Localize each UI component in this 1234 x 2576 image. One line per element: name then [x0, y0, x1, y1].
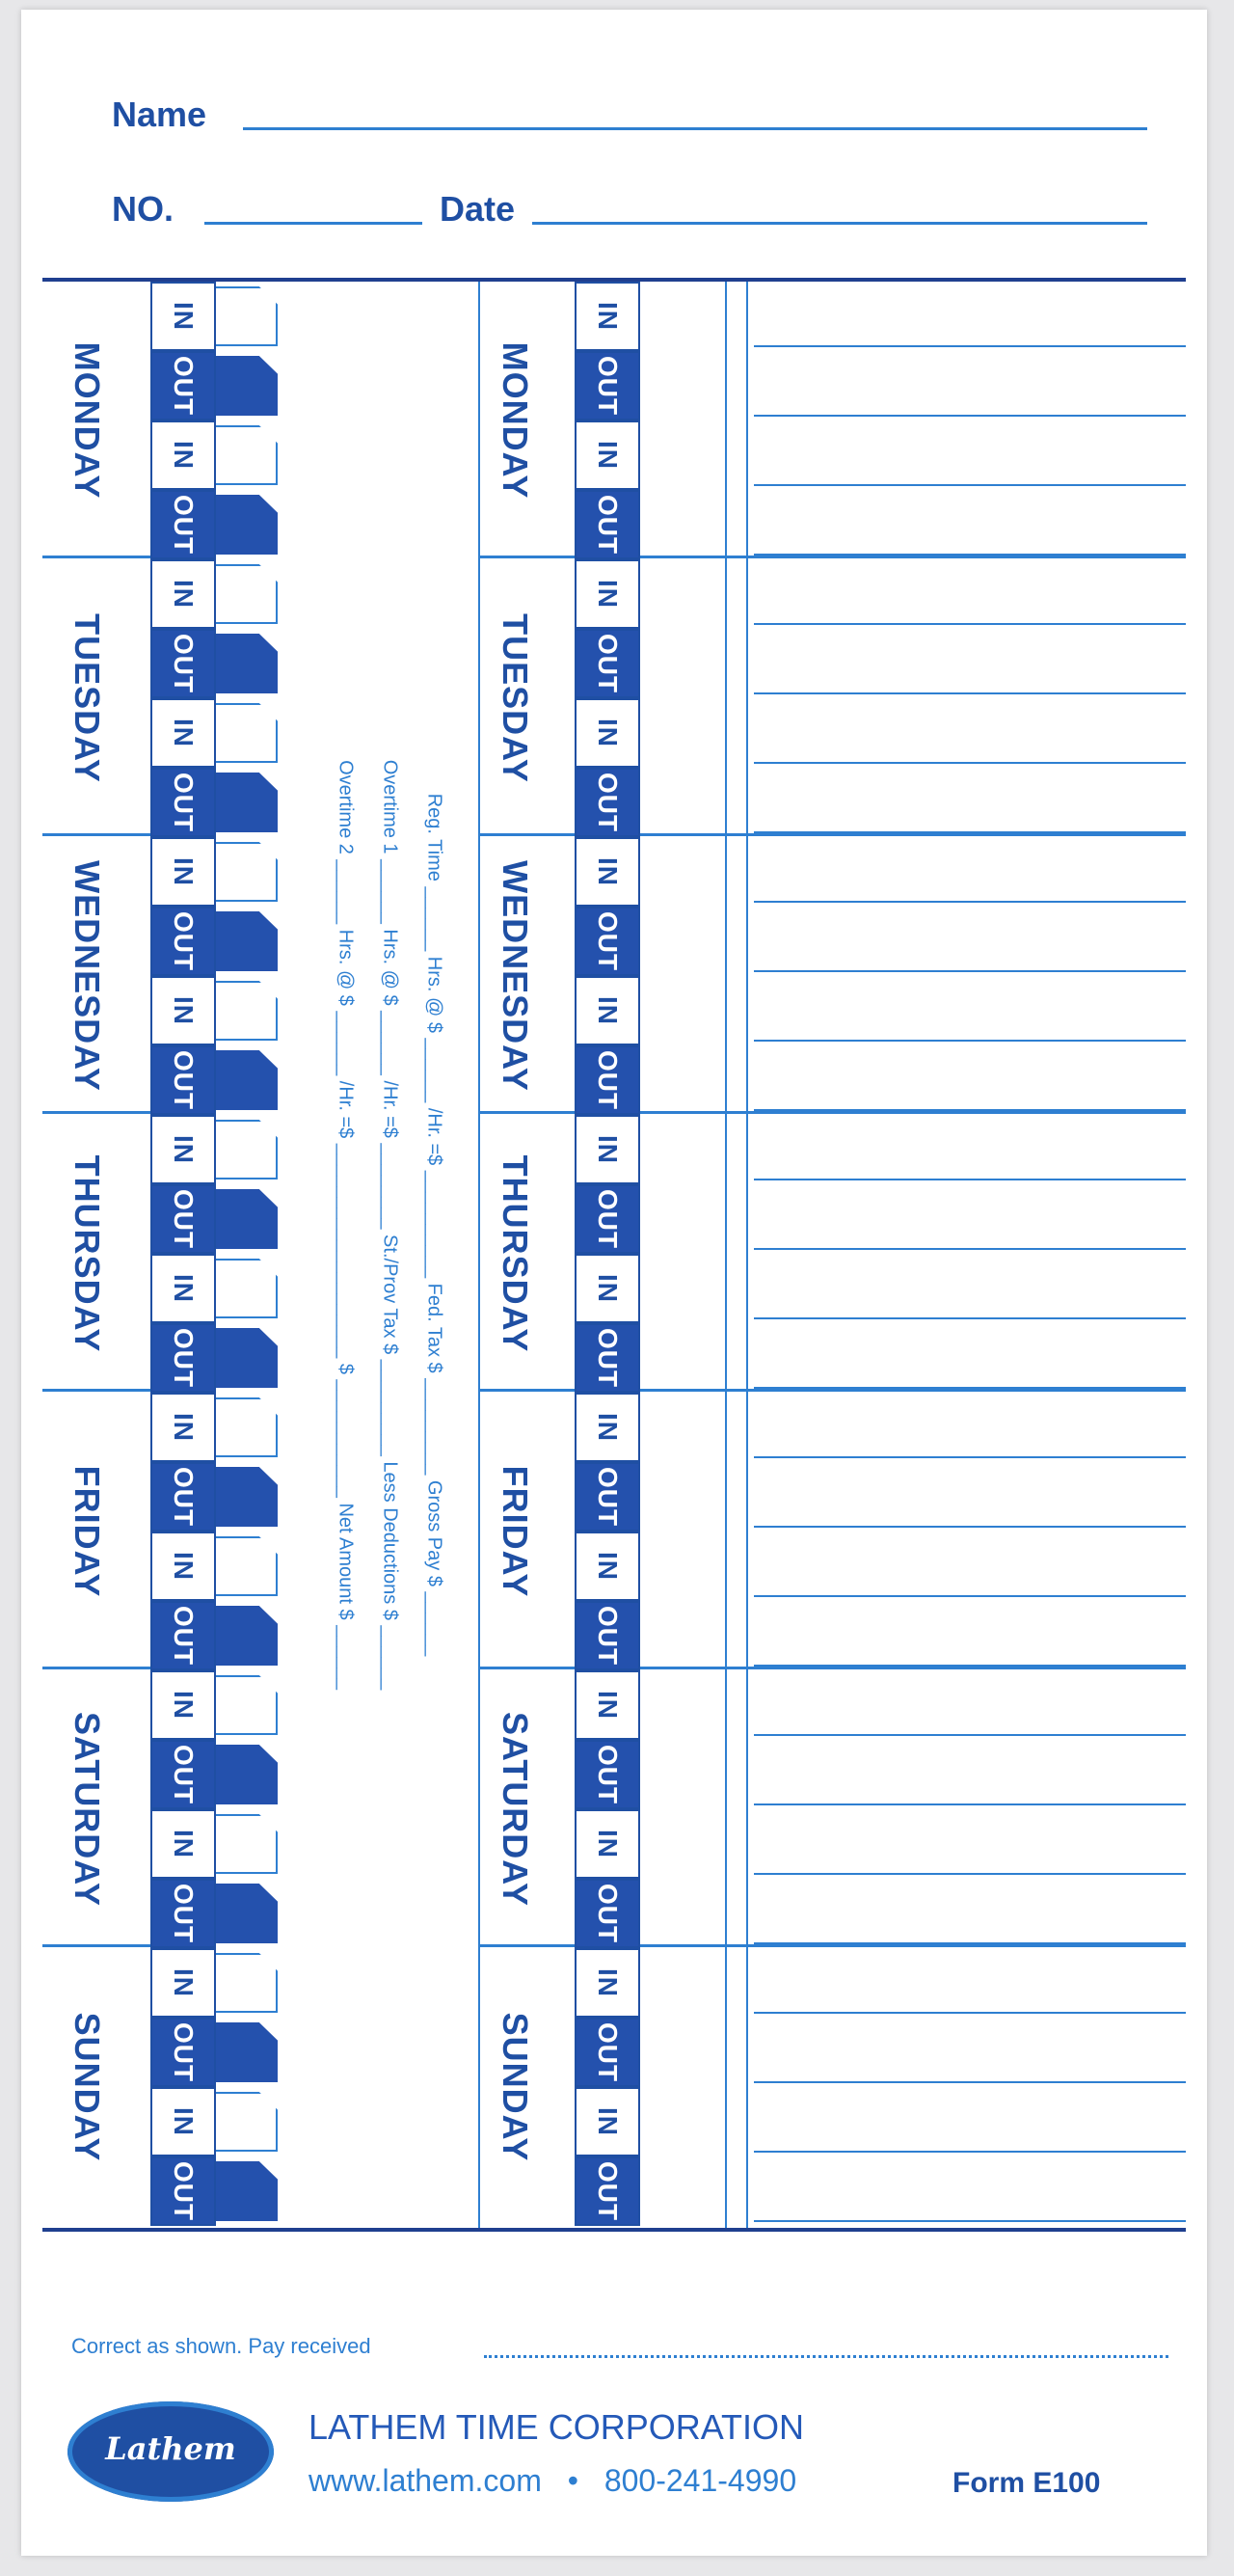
out-label: OUT	[593, 633, 623, 694]
out-punch-cell	[575, 1879, 640, 1948]
writing-line[interactable]	[754, 1317, 1186, 1319]
no-field[interactable]	[204, 222, 422, 225]
overtime-1-label: Overtime 1	[379, 759, 401, 854]
punch-tab	[216, 1675, 278, 1735]
hrs-at-label: Hrs. @ $	[423, 956, 445, 1033]
notes-divider	[746, 282, 748, 2228]
out-punch-cell	[150, 1045, 216, 1115]
out-label: OUT	[169, 1188, 199, 1250]
website-link[interactable]: www.lathem.com	[308, 2463, 542, 2498]
punch-tab	[216, 1328, 278, 1388]
in-punch-cell	[150, 976, 216, 1045]
out-punch-cell	[150, 1184, 216, 1254]
writing-line[interactable]	[754, 1248, 1186, 1250]
in-label: IN	[169, 1552, 199, 1581]
out-punch-cell	[150, 1323, 216, 1393]
company-name: LATHEM TIME CORPORATION	[308, 2407, 805, 2447]
name-field[interactable]	[243, 127, 1147, 130]
punch-tab	[216, 1397, 278, 1457]
out-label: OUT	[593, 1466, 623, 1528]
day-label: TUESDAY	[496, 613, 535, 783]
punch-tab	[216, 1050, 278, 1110]
punch-tab	[216, 1189, 278, 1249]
punch-tab	[216, 1814, 278, 1874]
writing-line[interactable]	[754, 1942, 1186, 1944]
out-label: OUT	[169, 1883, 199, 1944]
punch-tab	[216, 2161, 278, 2221]
overtime-2-label: Overtime 2	[335, 760, 357, 854]
in-label: IN	[169, 1830, 199, 1858]
day-separator	[42, 1667, 168, 1669]
out-label: OUT	[169, 355, 199, 417]
writing-line[interactable]	[754, 1456, 1186, 1458]
in-label: IN	[169, 302, 199, 331]
in-punch-cell	[575, 559, 640, 629]
day-separator	[42, 556, 168, 558]
date-label: Date	[440, 189, 516, 229]
out-punch-cell	[575, 2156, 640, 2226]
company-contact	[308, 2463, 796, 2499]
writing-line[interactable]	[754, 1873, 1186, 1875]
out-label: OUT	[593, 2160, 623, 2222]
day-label: FRIDAY	[67, 1465, 107, 1598]
out-punch-cell	[150, 629, 216, 698]
st-prov-tax-label: St./Prov Tax	[379, 1234, 401, 1339]
out-label: OUT	[169, 1605, 199, 1667]
day-label: SUNDAY	[67, 2012, 107, 2162]
in-punch-cell	[150, 1393, 216, 1462]
day-label: WEDNESDAY	[67, 860, 107, 1092]
out-punch-cell	[150, 1601, 216, 1670]
signature-line[interactable]	[484, 2355, 1168, 2358]
dollar-label: $	[423, 1362, 445, 1373]
in-punch-cell	[150, 1532, 216, 1601]
in-label: IN	[593, 1830, 623, 1858]
in-punch-cell	[150, 1809, 216, 1879]
punch-tab	[216, 2092, 278, 2152]
in-label: IN	[169, 996, 199, 1025]
writing-line[interactable]	[754, 1595, 1186, 1597]
writing-line[interactable]	[754, 692, 1186, 694]
time-card	[21, 10, 1207, 2556]
day-label: SUNDAY	[496, 2012, 535, 2162]
in-label: IN	[169, 2107, 199, 2136]
punch-tab	[216, 703, 278, 763]
pay-column-2: Overtime 1 ______ Hrs. @ $ ______ /Hr. =$ ________ St./Prov Tax $ _________ Less Deductions $ ______	[379, 759, 401, 1691]
per-hr-label: /Hr. =$	[379, 1080, 401, 1138]
day-label: SATURDAY	[496, 1711, 535, 1908]
per-hr-label: /Hr. =$	[335, 1080, 357, 1139]
out-punch-cell	[575, 490, 640, 559]
out-punch-cell	[575, 2018, 640, 2087]
punch-tab	[216, 911, 278, 971]
grid-divider	[478, 282, 480, 2228]
out-punch-cell	[150, 907, 216, 976]
in-label: IN	[169, 580, 199, 609]
writing-line[interactable]	[754, 1526, 1186, 1528]
logo-text: Lathem	[105, 2430, 236, 2467]
out-label: OUT	[169, 1466, 199, 1528]
in-punch-cell	[575, 420, 640, 490]
out-punch-cell	[575, 1045, 640, 1115]
out-label: OUT	[169, 772, 199, 833]
in-punch-cell	[150, 1254, 216, 1323]
punch-tab	[216, 1120, 278, 1180]
writing-line[interactable]	[754, 1109, 1186, 1111]
punch-tab	[216, 1467, 278, 1527]
hrs-at-label: Hrs. @ $	[335, 929, 357, 1006]
in-punch-cell	[575, 1393, 640, 1462]
day-label: FRIDAY	[496, 1465, 535, 1598]
day-separator	[42, 1111, 168, 1114]
out-punch-cell	[575, 1184, 640, 1254]
hrs-at-label: Hrs. @ $	[379, 929, 401, 1006]
in-punch-cell	[575, 976, 640, 1045]
punch-tab	[216, 1745, 278, 1804]
phone-number: 800-241-4990	[604, 2463, 797, 2498]
in-label: IN	[593, 1413, 623, 1442]
net-amount-label: Net Amount $	[335, 1503, 357, 1620]
in-punch-cell	[150, 420, 216, 490]
out-label: OUT	[593, 1049, 623, 1111]
punch-tab	[216, 1536, 278, 1596]
pay-column-1: Reg. Time ______ Hrs. @ $ ______ /Hr. =$ __________ Fed. Tax $ _________ Gross Pay $ ______	[423, 793, 445, 1657]
day-label: SATURDAY	[67, 1711, 107, 1908]
punch-tab	[216, 634, 278, 693]
writing-line[interactable]	[754, 2151, 1186, 2153]
writing-line[interactable]	[754, 2081, 1186, 2083]
punch-tab	[216, 564, 278, 624]
in-punch-cell	[575, 282, 640, 351]
in-label: IN	[169, 1274, 199, 1303]
fed-tax-label: Fed. Tax	[423, 1283, 445, 1357]
out-punch-cell	[150, 351, 216, 420]
in-label: IN	[593, 2107, 623, 2136]
in-label: IN	[169, 857, 199, 886]
out-label: OUT	[593, 1744, 623, 1805]
in-label: IN	[593, 580, 623, 609]
out-punch-cell	[150, 768, 216, 837]
out-label: OUT	[169, 1744, 199, 1805]
pay-column-3: Overtime 2 ______ Hrs. @ $ ______ /Hr. =$ ____________________ $ ___________ Net Amount $ ______	[335, 760, 357, 1690]
writing-line[interactable]	[754, 1734, 1186, 1736]
no-label: NO.	[112, 189, 174, 229]
writing-line[interactable]	[754, 1179, 1186, 1180]
in-punch-cell	[575, 837, 640, 907]
in-label: IN	[593, 1135, 623, 1164]
out-label: OUT	[169, 1049, 199, 1111]
dollar-label: $	[335, 1363, 357, 1374]
out-label: OUT	[169, 2160, 199, 2222]
form-number: Form E100	[952, 2467, 1101, 2499]
in-punch-cell	[150, 837, 216, 907]
punch-tab	[216, 981, 278, 1041]
day-label: WEDNESDAY	[496, 860, 535, 1092]
out-punch-cell	[575, 629, 640, 698]
writing-line[interactable]	[754, 2220, 1186, 2222]
writing-line[interactable]	[754, 1040, 1186, 1042]
in-punch-cell	[575, 2087, 640, 2156]
in-punch-cell	[575, 1115, 640, 1184]
out-punch-cell	[575, 768, 640, 837]
in-punch-cell	[150, 698, 216, 768]
writing-line[interactable]	[754, 1803, 1186, 1805]
punch-tab	[216, 286, 278, 346]
writing-line[interactable]	[754, 762, 1186, 764]
in-label: IN	[593, 1552, 623, 1581]
out-label: OUT	[169, 1327, 199, 1389]
out-label: OUT	[593, 910, 623, 972]
punch-tab	[216, 2022, 278, 2082]
writing-line[interactable]	[754, 415, 1186, 417]
out-label: OUT	[169, 633, 199, 694]
out-punch-cell	[150, 2018, 216, 2087]
out-label: OUT	[593, 772, 623, 833]
in-punch-cell	[150, 1670, 216, 1740]
out-label: OUT	[593, 1188, 623, 1250]
in-punch-cell	[150, 559, 216, 629]
day-label: MONDAY	[67, 341, 107, 500]
dollar-label: $	[379, 1343, 401, 1355]
out-punch-cell	[575, 1323, 640, 1393]
punch-tab	[216, 1884, 278, 1943]
out-punch-cell	[150, 2156, 216, 2226]
in-punch-cell	[575, 1670, 640, 1740]
reg-time-label: Reg. Time	[423, 793, 445, 881]
out-label: OUT	[593, 2021, 623, 2083]
less-deductions-label: Less Deductions $	[379, 1461, 401, 1620]
out-label: OUT	[169, 910, 199, 972]
out-punch-cell	[575, 1601, 640, 1670]
in-label: IN	[593, 302, 623, 331]
writing-line[interactable]	[754, 1665, 1186, 1667]
punch-tab	[216, 842, 278, 902]
out-punch-cell	[150, 1462, 216, 1532]
in-label: IN	[169, 1968, 199, 1997]
writing-line[interactable]	[754, 831, 1186, 833]
in-punch-cell	[575, 1948, 640, 2018]
in-punch-cell	[575, 698, 640, 768]
punch-tab	[216, 425, 278, 485]
out-label: OUT	[593, 1327, 623, 1389]
out-punch-cell	[575, 1462, 640, 1532]
out-label: OUT	[169, 494, 199, 556]
day-label: MONDAY	[496, 341, 535, 500]
out-punch-cell	[575, 351, 640, 420]
in-label: IN	[593, 857, 623, 886]
day-label: THURSDAY	[67, 1154, 107, 1353]
day-label: TUESDAY	[67, 613, 107, 783]
in-punch-cell	[575, 1532, 640, 1601]
writing-line[interactable]	[754, 2012, 1186, 2014]
in-punch-cell	[575, 1809, 640, 1879]
writing-line[interactable]	[754, 345, 1186, 347]
in-label: IN	[593, 441, 623, 470]
out-label: OUT	[593, 355, 623, 417]
out-punch-cell	[575, 907, 640, 976]
per-hr-label: /Hr. =$	[423, 1107, 445, 1166]
gross-pay-label: Gross Pay $	[423, 1479, 445, 1586]
out-label: OUT	[593, 494, 623, 556]
in-label: IN	[169, 1135, 199, 1164]
out-label: OUT	[593, 1605, 623, 1667]
writing-line[interactable]	[754, 970, 1186, 972]
punch-tab	[216, 1606, 278, 1666]
in-punch-cell	[150, 2087, 216, 2156]
day-label: THURSDAY	[496, 1154, 535, 1353]
writing-line[interactable]	[754, 554, 1186, 556]
bullet-separator: •	[567, 2463, 578, 2498]
in-label: IN	[593, 1274, 623, 1303]
out-label: OUT	[593, 1883, 623, 1944]
writing-line[interactable]	[754, 1387, 1186, 1389]
lathem-logo	[67, 2401, 274, 2502]
day-separator	[42, 1389, 168, 1392]
punch-tab	[216, 773, 278, 832]
correct-as-shown-label: Correct as shown. Pay received	[71, 2334, 371, 2358]
in-label: IN	[169, 719, 199, 747]
day-separator	[42, 833, 168, 836]
in-punch-cell	[150, 1948, 216, 2018]
in-label: IN	[593, 719, 623, 747]
punch-tab	[216, 1953, 278, 2013]
out-punch-cell	[575, 1740, 640, 1809]
in-label: IN	[169, 1413, 199, 1442]
in-punch-cell	[575, 1254, 640, 1323]
out-label: OUT	[169, 2021, 199, 2083]
out-punch-cell	[150, 1879, 216, 1948]
name-label: Name	[112, 95, 207, 134]
out-punch-cell	[150, 490, 216, 559]
out-punch-cell	[150, 1740, 216, 1809]
in-label: IN	[593, 1691, 623, 1720]
punch-tab	[216, 1259, 278, 1318]
writing-line[interactable]	[754, 484, 1186, 486]
in-label: IN	[169, 1691, 199, 1720]
writing-line[interactable]	[754, 623, 1186, 625]
punch-tab	[216, 356, 278, 416]
in-punch-cell	[150, 1115, 216, 1184]
in-label: IN	[593, 1968, 623, 1997]
day-separator	[42, 1944, 168, 1947]
in-label: IN	[593, 996, 623, 1025]
writing-line[interactable]	[754, 901, 1186, 903]
in-punch-cell	[150, 282, 216, 351]
grid-bottom-border	[42, 2228, 1186, 2232]
punch-tab	[216, 495, 278, 555]
in-label: IN	[169, 441, 199, 470]
date-field[interactable]	[532, 222, 1147, 225]
grid-divider	[725, 282, 727, 2228]
